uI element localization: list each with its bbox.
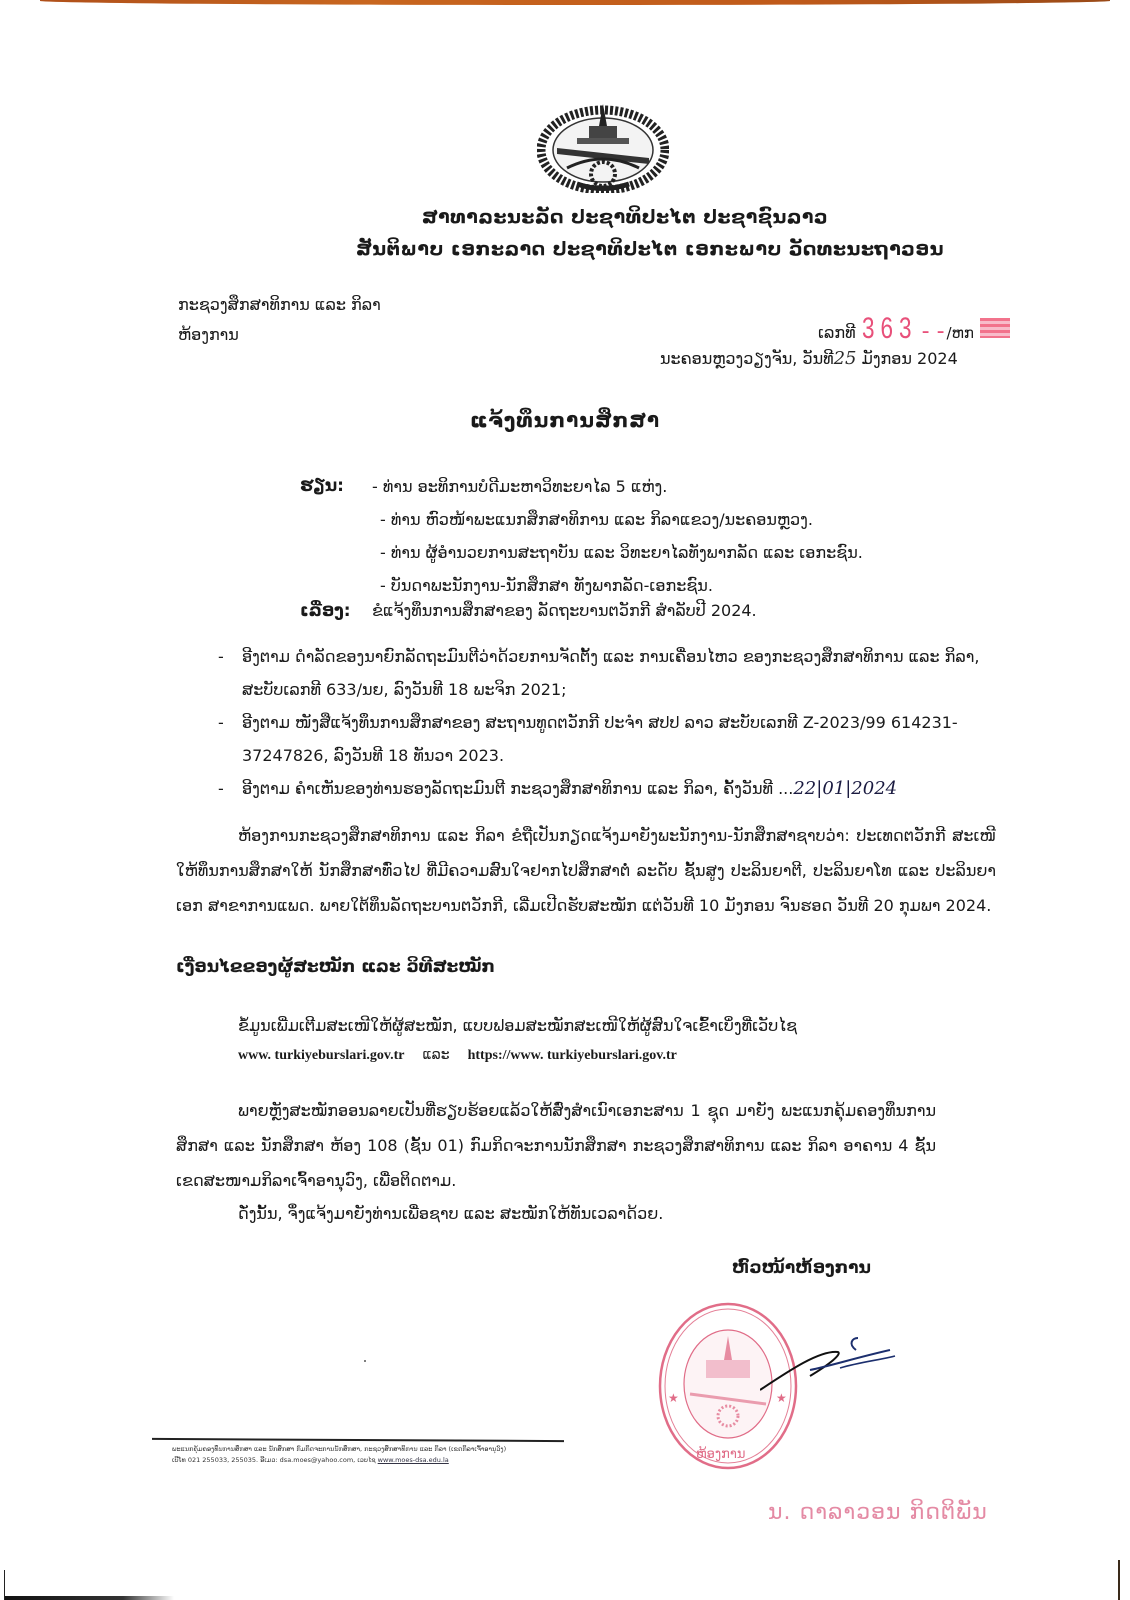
subject-label: ເລື່ອງ: [300, 601, 351, 621]
footer-phone: ເບີໂທ 021 255033, 255035. [172, 1456, 259, 1464]
reference-item: - ອີງຕາມ ໜັງສືແຈ້ງທຶນການສຶກສາຂອງ ສະຖານທູດຕວັກກີ ປະຈຳ ສປປ ລາວ ສະບັບເລກທີ Z-2023/99 614231-37247826, ລົງວັນທີ 18 ທັນວາ 2023. [218, 706, 1018, 772]
signatory-title: ຫົວໜ້າຫ້ອງການ [732, 1258, 871, 1278]
recipients-block [300, 470, 863, 602]
recipient-item: - ທ່ານ ອະທິການບໍດີມະຫາວິທະຍາໄລ 5 ແຫ່ງ. [372, 477, 668, 496]
recipient-item: - ບັນດາພະນັກງານ-ນັກສຶກສາ ທັງພາກລັດ-ເອກະຊົນ. [380, 576, 713, 595]
footer-website-link[interactable]: www.moes-dsa.edu.la [377, 1456, 449, 1464]
conditions-heading: ເງື່ອນໄຂຂອງຜູ້ສະໝັກ ແລະ ວິທີສະໝັກ [176, 957, 495, 977]
scan-speck [364, 1360, 366, 1362]
reference-item: - ອີງຕາມ ດຳລັດຂອງນາຍົກລັດຖະມົນຕີວ່າດ້ວຍການຈັດຕັ້ງ ແລະ ການເຄື່ອນໄຫວ ຂອງກະຊວງສຶກສາທິການ ແລະ ກິລາ, ສະບັບເລກທີ 633/ນຍ, ລົງວັນທີ 18 ພະຈິກ 2021; [218, 640, 1018, 706]
stamp-mark-icon [980, 318, 1010, 338]
scan-edge-top [40, 0, 1110, 5]
lao-national-emblem-icon [537, 98, 669, 193]
legal-references [218, 640, 1018, 805]
recipient-item: - ທ່ານ ຫົວໜ້າພະແນກສຶກສາທິການ ແລະ ກິລາແຂວງ/ນະຄອນຫຼວງ. [380, 510, 813, 529]
footer-web-label: ເວບໄຊ [357, 1456, 376, 1464]
website-links [238, 1047, 677, 1064]
footer-divider [152, 1438, 564, 1442]
body-paragraph-1: ຫ້ອງການກະຊວງສຶກສາທິການ ແລະ ກິລາ ຂໍຖືເປັນກຽດແຈ້ງມາຍັງພະນັກງານ-ນັກສຶກສາຊາບວ່າ: ປະເທດຕວັກກີ ສະເໜີໃຫ້ທຶນການສຶກສາໃຫ້ ນັກສຶກສາທົ່ວໄປ ທີ່ມີຄວາມສົນໃຈຢາກໄປສຶກສາຕໍ່ ລະດັບ ຊັ້ນສູງ ປະລິນຍາຕີ, ປະລິນຍາໂທ ແລະ ປະລິນຍາເອກ ສາຂາການແພດ. ພາຍໃຕ້ທຶນລັດຖະບານຕວັກກີ, ເລີ່ມເປີດຮັບສະໝັກ ແຕ່ວັນທີ 10 ມັງກອນ ຈົນຮອດ ວັນທີ 20 ກຸມພາ 2024. [176, 826, 996, 915]
sender-block [178, 290, 381, 350]
handwritten-day: 25 [833, 348, 857, 369]
ministry-name: ກະຊວງສຶກສາທິການ ແລະ ກິລາ [178, 295, 381, 314]
reference-text: ອີງຕາມ ຄຳເຫັນຂອງທ່ານຮອງລັດຖະມົນຕີ ກະຊວງສຶກສາທິການ ແລະ ກິລາ, ຄັ້ງວັນທີ ... [242, 779, 794, 798]
scan-edge-left [4, 1570, 5, 1600]
month-year: ມັງກອນ 2024 [861, 349, 958, 368]
reference-text: ອີງຕາມ ດຳລັດຂອງນາຍົກລັດຖະມົນຕີວ່າດ້ວຍການຈັດຕັ້ງ ແລະ ການເຄື່ອນໄຫວ ຂອງກະຊວງສຶກສາທິການ ແລະ ກິລາ, ສະບັບເລກທີ 633/ນຍ, ລົງວັນທີ 18 ພະຈິກ 2021; [242, 647, 980, 699]
reference-stamp-dash: - - [921, 319, 945, 344]
svg-text:★: ★ [776, 1391, 787, 1405]
reference-label: ເລກທີ [818, 323, 856, 342]
handwritten-date: 22|01|2024 [793, 778, 898, 799]
recipients-label: ຮຽນ: [300, 476, 344, 496]
place-prefix: ນະຄອນຫຼວງວຽງຈັນ, ວັນທີ [660, 349, 834, 368]
website-link-1[interactable]: www. turkiyeburslari.gov.tr [238, 1048, 405, 1063]
body-paragraph-4: ດັ່ງນັ້ນ, ຈຶ່ງແຈ້ງມາຍັງທ່ານເພື່ອຊາບ ແລະ ສະໝັກໃຫ້ທັນເວລາດ້ວຍ. [238, 1204, 664, 1223]
svg-text:★: ★ [668, 1391, 679, 1405]
footer-contact [172, 1444, 592, 1466]
reference-number-stamp: 363 [861, 312, 918, 345]
handwritten-signature-icon [760, 1330, 920, 1410]
footer-address: ພະແນກຄຸ້ມຄອງທຶນການສຶກສາ ແລະ ນັກສຶກສາ ກົມກິດຈະການນັກສຶກສາ, ກະຊວງສຶກສາທິການ ແລະ ກິລາ (ເຂດກິລາເຈົ້າອານຸວົງ) [172, 1445, 507, 1453]
website-link-2[interactable]: https://www. turkiyeburslari.gov.tr [467, 1048, 677, 1063]
national-motto: ສັນຕິພາບ ເອກະລາດ ປະຊາທິປະໄຕ ເອກະພາບ ວັດທະນະຖາວອນ [356, 238, 944, 260]
reference-suffix: /ຫກ [946, 324, 974, 342]
svg-text:ຫ້ອງການ: ຫ້ອງການ [696, 1447, 746, 1462]
reference-text: ອີງຕາມ ໜັງສືແຈ້ງທຶນການສຶກສາຂອງ ສະຖານທູດຕວັກກີ ປະຈຳ ສປປ ລາວ ສະບັບເລກທີ Z-2023/99 614231-37247826, ລົງວັນທີ 18 ທັນວາ 2023. [242, 713, 958, 765]
place-date [660, 348, 958, 369]
footer-email[interactable]: ອີເມວ: dsa.moes@yahoo.com, [260, 1456, 356, 1464]
country-name: ສາທາລະນະລັດ ປະຊາທິປະໄຕ ປະຊາຊົນລາວ [421, 206, 829, 228]
office-name: ຫ້ອງການ [178, 325, 239, 344]
subject-text: ຂໍແຈ້ງທຶນການສຶກສາຂອງ ລັດຖະບານຕວັກກີ ສຳລັບປີ 2024. [372, 601, 757, 620]
reference-number [818, 312, 1010, 346]
url-and: ແລະ [422, 1047, 450, 1063]
reference-item: - ອີງຕາມ ຄຳເຫັນຂອງທ່ານຮອງລັດຖະມົນຕີ ກະຊວງສຶກສາທິການ ແລະ ກິລາ, ຄັ້ງວັນທີ ...22|01|2024 [218, 778, 898, 799]
body-paragraph-2: ຂໍ້ມູນເພີ່ມເຕີມສະເໜີໃຫ້ຜູ້ສະໝັກ, ແບບຟອມສະໝັກສະເໜີໃຫ້ຜູ້ສົນໃຈເຂົ້າເບິ່ງທີ່ເວັບໄຊ [238, 1016, 797, 1035]
scan-edge-right [1118, 1560, 1120, 1600]
document-title: ແຈ້ງທຶນການສຶກສາ [469, 408, 661, 432]
scan-edge-bottom [4, 1596, 174, 1600]
recipient-item: - ທ່ານ ຜູ້ອຳນວຍການສະຖາບັນ ແລະ ວິທະຍາໄລທັງພາກລັດ ແລະ ເອກະຊົນ. [380, 543, 863, 562]
subject-line [300, 601, 757, 621]
signer-name: ນ. ດາລາວອນ ກິດຕິພັນ [768, 1500, 988, 1525]
body-paragraph-3: ພາຍຫຼັງສະໝັກອອນລາຍເປັນທີ່ຮຽບຮ້ອຍແລ້ວໃຫ້ສົ່ງສຳເນົາເອກະສານ 1 ຊຸດ ມາຍັງ ພະແນກຄຸ້ມຄອງທຶນການສຶກສາ ແລະ ນັກສຶກສາ ຫ້ອງ 108 (ຊັ້ນ 01) ກົມກິດຈະການນັກສຶກສາ ກະຊວງສຶກສາທິການ ແລະ ກິລາ ອາຄານ 4 ຊັ້ນ ເຂດສະໜາມກິລາເຈົ້າອານຸວົງ, ເພື່ອຕິດຕາມ. [176, 1101, 936, 1190]
